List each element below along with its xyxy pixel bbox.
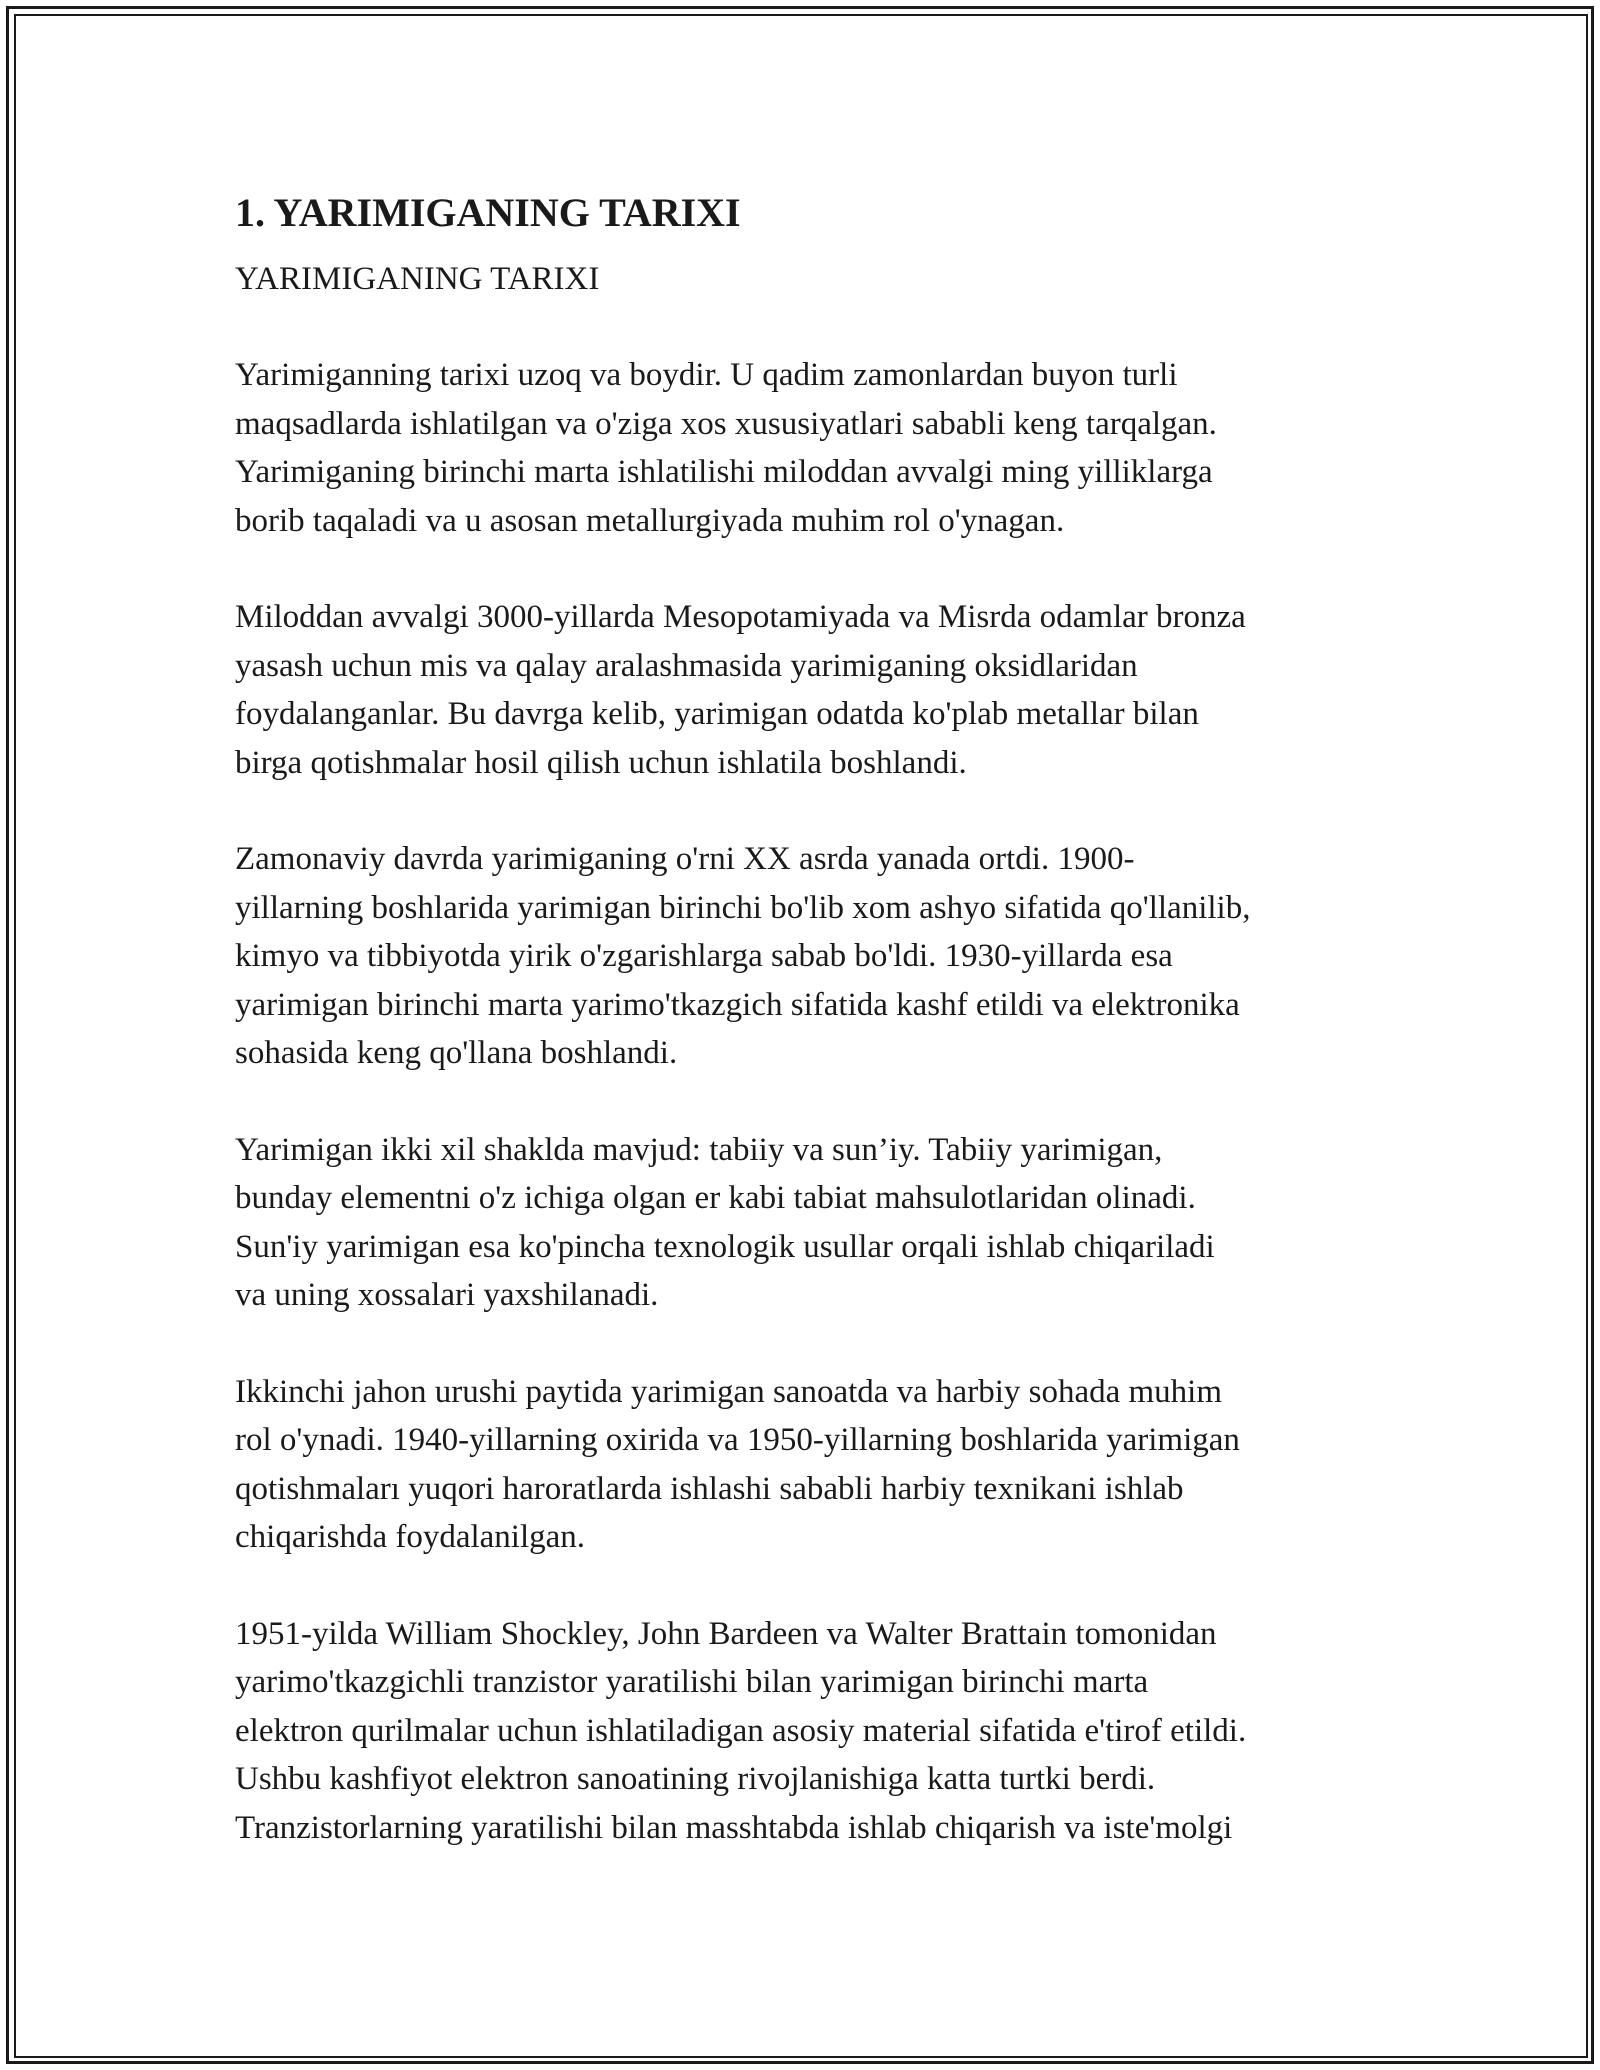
section-subheading: YARIMIGANING TARIXI — [235, 261, 600, 297]
paragraph-line: qotishmaları yuqori haroratlarda ishlashi sababli harbiy texnikani ishlab — [235, 1470, 1184, 1507]
paragraph-line: Zamonaviy davrda yarimiganing o'rni XX asrda yanada ortdi. 1900- — [235, 841, 1135, 877]
paragraph-line: kimyo va tibbiyotda yirik o'zgarishlarga sabab bo'ldi. 1930-yillarda esa — [235, 938, 1173, 974]
paragraph-line: 1951-yilda William Shockley, John Bardeen va Walter Brattain tomonidan — [235, 1615, 1217, 1652]
paragraph-line: yarimigan birinchi marta yarimo'tkazgich sifatida kashf etildi va elektronika — [235, 986, 1240, 1023]
paragraph-line: foydalanganlar. Bu davrga kelib, yarimigan odatda ko'plab metallar bilan — [235, 696, 1199, 732]
paragraph-line: bunday elementni o'z ichiga olgan er kabi tabiat mahsulotlaridan olinadi. — [235, 1180, 1196, 1216]
paragraph-line: Yarimiganning tarixi uzoq va boydir. U qadim zamonlardan buyon turli — [235, 357, 1178, 393]
paragraph-line: elektron qurilmalar uchun ishlatiladigan asosiy material sifatida e'tirof etildi. — [235, 1712, 1247, 1749]
paragraph-line: Yarimigan ikki xil shaklda mavjud: tabiiy va sun’iy. Tabiiy yarimigan, — [235, 1131, 1163, 1168]
paragraph-5 — [235, 1368, 1415, 1562]
paragraph-line: Ushbu kashfiyot elektron sanoatining rivojlanishiga katta turtki berdi. — [235, 1761, 1156, 1797]
paragraph-line: Miloddan avvalgi 3000-yillarda Mesopotamiyada va Misrda odamlar bronza — [235, 599, 1246, 635]
paragraph-4 — [235, 1126, 1415, 1320]
section-heading: 1. YARIMIGANING TARIXI — [235, 190, 741, 235]
paragraph-line: Yarimiganing birinchi marta ishlatilishi miloddan avvalgi ming yilliklarga — [235, 454, 1213, 490]
paragraph-3 — [235, 835, 1415, 1078]
paragraph-6 — [235, 1610, 1415, 1853]
paragraph-line: yillarning boshlarida yarimigan birinchi bo'lib xom ashyo sifatida qo'llanilib, — [235, 889, 1251, 926]
paragraph-line: sohasida keng qo'llana boshlandi. — [235, 1035, 678, 1071]
paragraph-line: borib taqaladi va u asosan metallurgiyada muhim rol o'ynagan. — [235, 502, 1065, 539]
paragraph-line: yasash uchun mis va qalay aralashmasida yarimiganing oksidlaridan — [235, 647, 1138, 684]
document-body — [235, 185, 1415, 1900]
paragraph-line: rol o'ynadi. 1940-yillarning oxirida va 1950-yillarning boshlarida yarimigan — [235, 1422, 1240, 1458]
paragraph-2 — [235, 593, 1415, 787]
paragraph-line: birga qotishmalar hosil qilish uchun ishlatila boshlandi. — [235, 744, 967, 781]
paragraph-line: Ikkinchi jahon urushi paytida yarimigan sanoatda va harbiy sohada muhim — [235, 1373, 1223, 1410]
paragraph-line: chiqarishda foydalanilgan. — [235, 1519, 586, 1555]
paragraph-line: Sun'iy yarimigan esa ko'pincha texnologik usullar orqali ishlab chiqariladi — [235, 1228, 1215, 1265]
paragraph-line: Tranzistorlarning yaratilishi bilan masshtabda ishlab chiqarish va iste'molgi — [235, 1809, 1233, 1846]
paragraph-line: maqsadlarda ishlatilgan va o'ziga xos xususiyatlari sababli keng tarqalgan. — [235, 405, 1217, 442]
paragraph-line: yarimo'tkazgichli tranzistor yaratilishi bilan yarimigan birinchi marta — [235, 1664, 1149, 1700]
paragraph-1 — [235, 351, 1415, 545]
paragraph-line: va uning xossalari yaxshilanadi. — [235, 1277, 659, 1313]
